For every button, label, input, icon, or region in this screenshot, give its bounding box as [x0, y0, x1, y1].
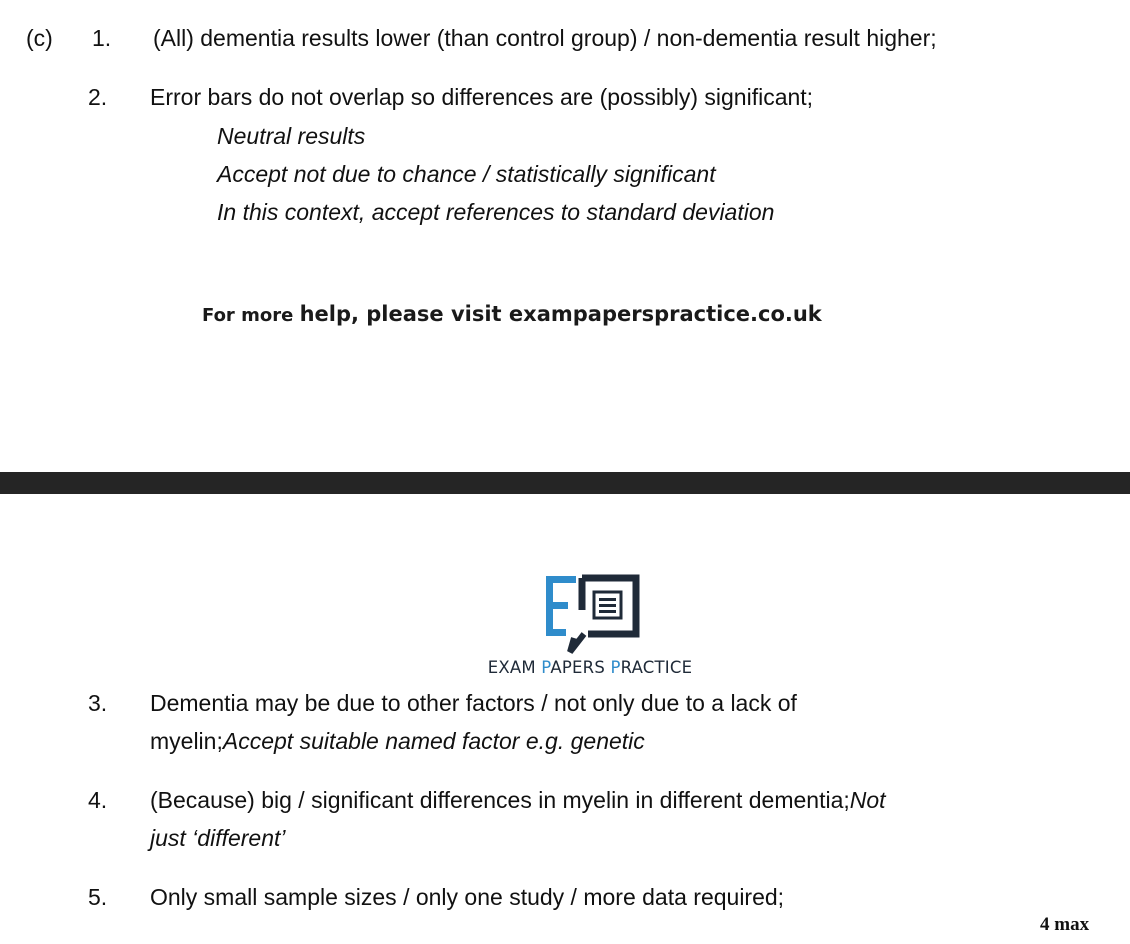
point-4-number: 4. — [88, 787, 108, 813]
help-banner-link[interactable]: help, please visit exampaperspractice.co.uk — [299, 302, 822, 326]
point-3-line-2-text: myelin; — [150, 728, 223, 754]
point-2-note-1: Neutral results — [217, 123, 366, 149]
point-4-note-end: just ‘different’ — [150, 825, 286, 851]
page-divider — [0, 472, 1130, 494]
point-5-number: 5. — [88, 884, 108, 910]
point-2-note-3: In this context, accept references to standard deviation — [217, 199, 775, 225]
point-1-text: (All) dementia results lower (than control group) / non-dementia result higher; — [153, 25, 937, 51]
logo-icon — [470, 572, 710, 656]
point-2-text: Error bars do not overlap so differences are (possibly) significant; — [150, 84, 814, 110]
part-label: (c) — [26, 25, 53, 51]
logo-wordmark — [470, 658, 710, 677]
point-3-note: Accept suitable named factor e.g. genetic — [222, 728, 645, 754]
max-mark: 4 max — [1040, 914, 1090, 935]
logo-letter-p2: P — [610, 658, 621, 677]
point-1-number: 1. — [92, 25, 112, 51]
point-4-line-1 — [150, 785, 886, 815]
logo-letter-p1: P — [541, 658, 551, 677]
point-2-note-2: Accept not due to chance / statistically significant — [217, 161, 716, 187]
point-3-line-1: Dementia may be due to other factors / not only due to a lack of — [150, 690, 797, 716]
exam-papers-practice-logo — [470, 572, 710, 682]
logo-word-exam: EXAM — [487, 658, 542, 677]
point-3-number: 3. — [88, 690, 108, 716]
point-5-text: Only small sample sizes / only one study / more data required; — [150, 884, 785, 910]
help-banner-prefix: For more — [202, 305, 300, 326]
logo-word-ractice: RACTICE — [620, 658, 693, 677]
logo-word-apers: APERS — [550, 658, 611, 677]
point-3-line-2 — [150, 726, 645, 756]
point-4-note-start: Not — [849, 787, 886, 813]
help-banner — [202, 302, 822, 326]
point-4-line-1-text: (Because) big / significant differences in myelin in different dementia; — [150, 787, 850, 813]
point-2-number: 2. — [88, 84, 108, 110]
